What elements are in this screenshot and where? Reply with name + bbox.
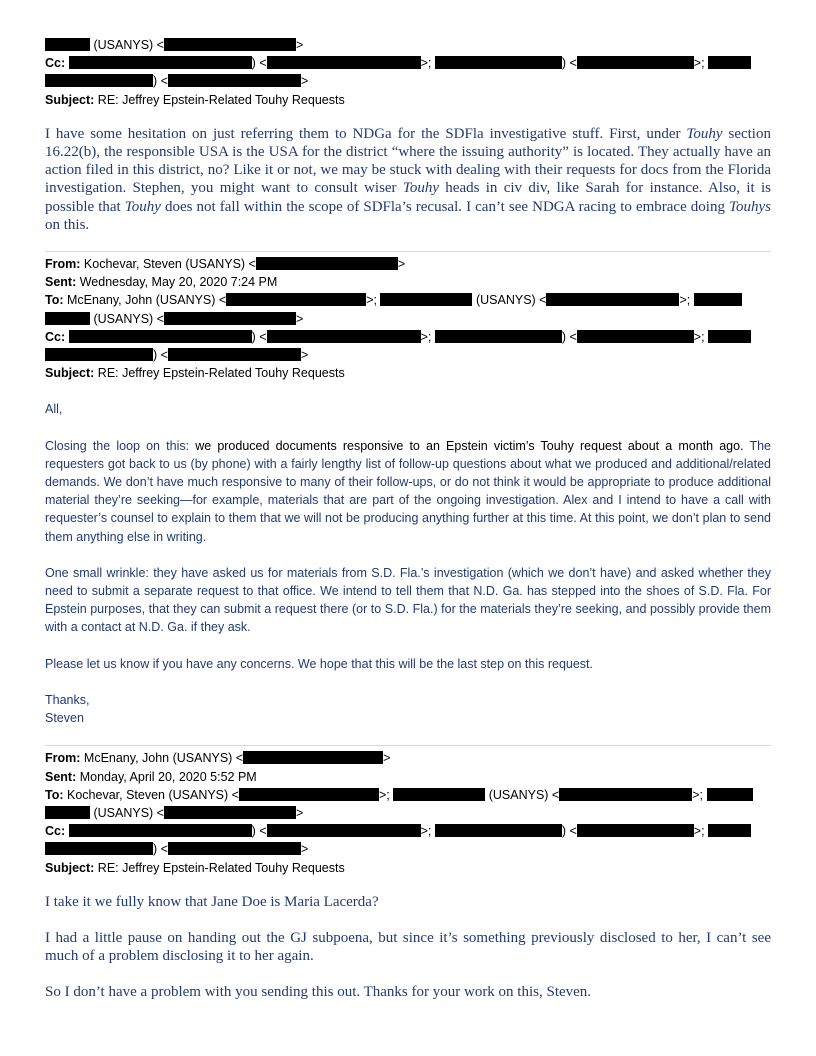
cc-line: Cc: ) < >; ) < >; — [45, 54, 771, 72]
redaction — [69, 330, 252, 343]
to-continuation-line: (USANYS) < > — [45, 310, 771, 328]
email2-paragraph-3: Please let us know if you have any concerns. We hope that this will be the last step on this request. — [45, 656, 593, 671]
redaction — [393, 788, 485, 801]
subject-line: Subject: RE: Jeffrey Epstein-Related Touhy Requests — [45, 92, 345, 107]
email2-header — [45, 255, 771, 382]
redaction — [45, 38, 90, 51]
redaction — [559, 788, 692, 801]
email-thread — [45, 36, 771, 1002]
greeting: All, — [45, 402, 63, 417]
redaction — [168, 74, 301, 87]
redaction — [267, 330, 421, 343]
redaction — [267, 56, 421, 69]
redaction — [45, 312, 90, 325]
redaction — [45, 842, 153, 855]
cc-continuation-line: ) < > — [45, 840, 771, 858]
redaction — [577, 330, 694, 343]
email3-paragraph-1: I take it we fully know that Jane Doe is Maria Lacerda? — [45, 893, 379, 910]
cc-line: Cc: ) < >; ) < >; — [45, 328, 771, 346]
redaction — [45, 74, 153, 87]
redaction — [45, 348, 153, 361]
redaction — [256, 257, 398, 270]
redaction — [435, 330, 562, 343]
to-line: To: McEnany, John (USANYS) < >; (USANYS) < >; — [45, 291, 771, 309]
email1-body: I have some hesitation on just referring them to NDGa for the SDFla investigative stuff. First, under Touhy section 16.22(b), the responsible USA is the USA for the district “where the issuing authority” is located. They actually have an action filed in this district, no? Like it or not, we may be stuck with dealing with their requests for docs from the Florida investigation. Stephen, you might want to consult wiser Touhy heads in civ div, like Sarah for instance. Also, it is possible that Touhy does not fall within the scope of SDFla’s recusal. I can’t see NDGA racing to embrace doing Touhys on this. — [45, 125, 771, 233]
redaction — [577, 824, 694, 837]
to-line: To: Kochevar, Steven (USANYS) < >; (USANYS) < >; — [45, 786, 771, 804]
redaction — [164, 806, 296, 819]
from-line: From: Kochevar, Steven (USANYS) < > — [45, 257, 406, 272]
redaction — [69, 56, 252, 69]
redaction — [168, 348, 301, 361]
redaction — [45, 806, 90, 819]
redaction — [694, 293, 742, 306]
email3-header — [45, 749, 771, 876]
redaction — [577, 56, 694, 69]
subject-line: Subject: RE: Jeffrey Epstein-Related Touhy Requests — [45, 860, 345, 875]
redaction — [168, 842, 301, 855]
redaction — [546, 293, 679, 306]
sent-line: Sent: Wednesday, May 20, 2020 7:24 PM — [45, 275, 278, 290]
sent-line: Sent: Monday, April 20, 2020 5:52 PM — [45, 769, 257, 784]
redaction — [708, 330, 751, 343]
to-continuation-line: (USANYS) < > — [45, 36, 771, 54]
redaction — [267, 824, 421, 837]
redaction — [435, 56, 562, 69]
redaction — [226, 293, 366, 306]
redaction — [708, 824, 751, 837]
email3-paragraph-3: So I don’t have a problem with you sending this out. Thanks for your work on this, Steven. — [45, 984, 592, 1001]
sign-off: Thanks, — [45, 692, 90, 707]
redaction — [380, 293, 472, 306]
subject-line: Subject: RE: Jeffrey Epstein-Related Touhy Requests — [45, 366, 345, 381]
redaction — [69, 824, 252, 837]
redaction — [164, 312, 296, 325]
redaction — [708, 56, 751, 69]
email2-paragraph-2: One small wrinkle: they have asked us for materials from S.D. Fla.’s investigation (which we don’t have) and asked whether they need to submit a separate request to that office. We intend to tell them that N.D. Ga. has stepped into the shoes of S.D. Fla. For Epstein purposes, that they can submit a request there (or to S.D. Fla.) for the materials they’re seeking, and possibly provide them with a contact at N.D. Ga. if they ask. — [45, 565, 771, 635]
email2-paragraph-1: Closing the loop on this: we produced documents responsive to an Epstein victim’s Touhy request about a month ago. The requesters got back to us (by phone) with a fairly lengthy list of follow-up questions about what we produced and additional/related demands. We don’t have much responsive to many of their follow-ups, or do not think it would be appropriate to produce additional material they’re seeking—for example, materials that are part of the ongoing investigation. Alex and I intend to have a call with requester’s counsel to explain to them that we will not be producing anything further at this time. At this point, we don’t plan to send them anything else in writing. — [45, 438, 771, 544]
redaction — [707, 788, 753, 801]
from-line: From: McEnany, John (USANYS) < > — [45, 751, 391, 766]
redaction — [435, 824, 562, 837]
redaction — [164, 38, 296, 51]
cc-continuation-line: ) < > — [45, 346, 771, 364]
email1-header — [45, 36, 771, 109]
to-continuation-line: (USANYS) < > — [45, 804, 771, 822]
cc-line: Cc: ) < >; ) < >; — [45, 822, 771, 840]
cc-continuation-line: ) < > — [45, 72, 771, 90]
redaction — [239, 788, 379, 801]
redaction — [243, 751, 383, 764]
email3-paragraph-2: I had a little pause on handing out the GJ subpoena, but since it’s something previously disclosed to her, I can’t see much of a problem disclosing it to her again. — [45, 929, 771, 965]
signature: Steven — [45, 711, 84, 726]
